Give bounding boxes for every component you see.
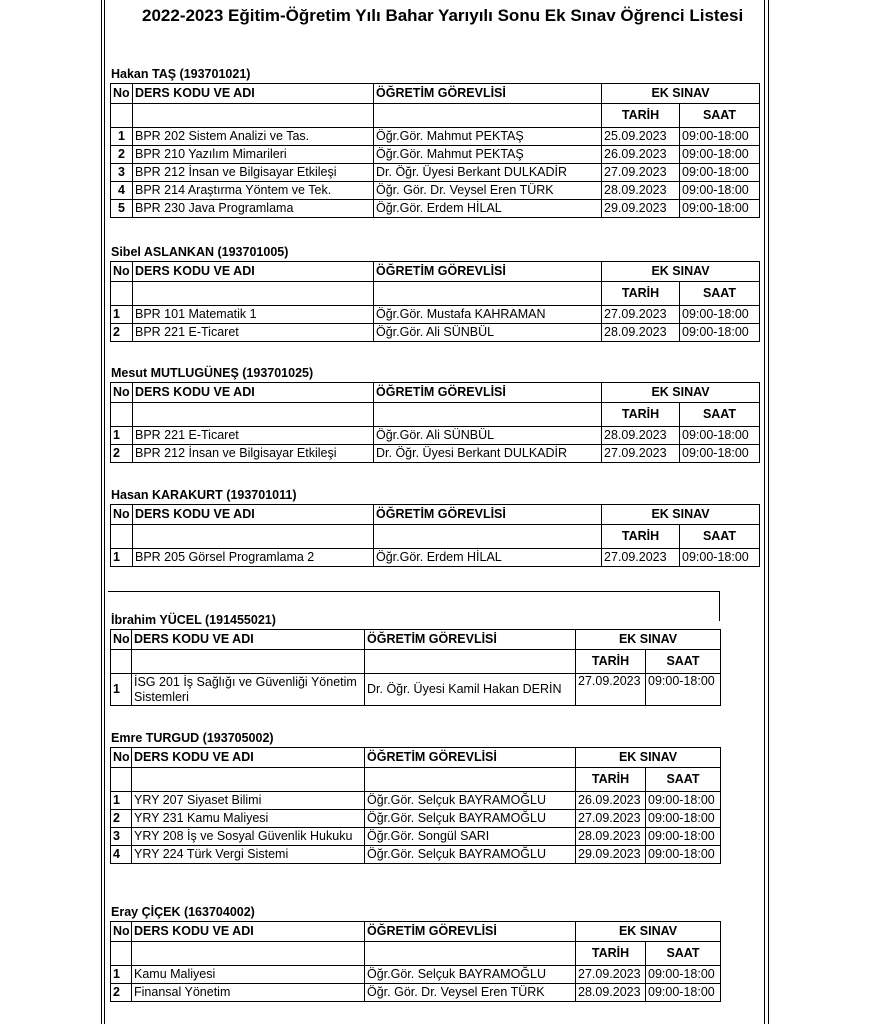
exam-date: 26.09.2023 [602,146,680,164]
header-exam: EK SINAV [576,630,721,650]
table-row [111,792,721,810]
instructor-name: Öğr.Gör. Mustafa KAHRAMAN [374,306,602,324]
exam-time: 09:00-18:00 [680,427,760,445]
header-no: No [111,383,133,403]
table-row [111,966,721,984]
exam-date: 27.09.2023 [576,966,646,984]
student-block [110,730,721,864]
empty-cell [374,403,602,427]
header-time: SAAT [680,104,760,128]
page-title: 2022-2023 Eğitim-Öğretim Yılı Bahar Yarıyılı Sonu Ek Sınav Öğrenci Listesi [142,6,744,25]
exam-date: 27.09.2023 [602,445,680,463]
exam-table [110,747,721,864]
exam-date: 27.09.2023 [576,810,646,828]
instructor-name: Öğr.Gör. Ali SÜNBÜL [374,324,602,342]
header-exam: EK SINAV [602,383,760,403]
exam-time: 09:00-18:00 [646,792,721,810]
course-name: YRY 224 Türk Vergi Sistemi [132,846,365,864]
table-row [111,200,760,218]
exam-table [110,382,760,463]
course-name: BPR 221 E-Ticaret [133,324,374,342]
table-row [111,549,760,567]
page-border-left-outer [101,0,102,1024]
header-exam: EK SINAV [576,922,721,942]
table-header-row [111,630,721,650]
header-course: DERS KODU VE ADI [132,630,365,650]
course-name: BPR 214 Araştırma Yöntem ve Tek. [133,182,374,200]
exam-date: 27.09.2023 [602,549,680,567]
table-header-row [111,262,760,282]
header-date: TARİH [576,942,646,966]
exam-date: 28.09.2023 [602,324,680,342]
header-date: TARİH [602,104,680,128]
row-no: 2 [111,984,132,1002]
instructor-name: Öğr.Gör. Selçuk BAYRAMOĞLU [365,966,576,984]
empty-cell [111,282,133,306]
exam-date: 28.09.2023 [602,182,680,200]
empty-cell [133,403,374,427]
exam-time: 09:00-18:00 [680,164,760,182]
table-row [111,445,760,463]
row-no: 5 [111,200,133,218]
table-row [111,828,721,846]
header-instructor: ÖĞRETİM GÖREVLİSİ [374,262,602,282]
course-name: İSG 201 İş Sağlığı ve Güvenliği Yönetim Sistemleri [132,674,365,706]
empty-cell [365,942,576,966]
row-no: 4 [111,182,133,200]
student-block [110,487,760,567]
instructor-name: Öğr.Gör. Ali SÜNBÜL [374,427,602,445]
table-row [111,146,760,164]
table-row [111,324,760,342]
student-block [110,66,760,218]
course-name: YRY 208 İş ve Sosyal Güvenlik Hukuku [132,828,365,846]
table-subheader-row [111,768,721,792]
exam-date: 27.09.2023 [602,306,680,324]
row-no: 1 [111,306,133,324]
student-name: Hasan KARAKURT (193701011) [111,488,297,502]
course-name: BPR 210 Yazılım Mimarileri [133,146,374,164]
student-name: Emre TURGUD (193705002) [111,731,274,745]
student-block [110,612,721,706]
instructor-name: Dr. Öğr. Üyesi Berkant DULKADİR [374,445,602,463]
table-subheader-row [111,525,760,549]
row-no: 1 [111,128,133,146]
row-no: 1 [111,792,132,810]
exam-time: 09:00-18:00 [680,549,760,567]
student-name: Hakan TAŞ (193701021) [111,67,251,81]
header-time: SAAT [680,282,760,306]
exam-date: 28.09.2023 [576,984,646,1002]
exam-time: 09:00-18:00 [680,200,760,218]
empty-cell [111,104,133,128]
instructor-name: Öğr.Gör. Erdem HİLAL [374,200,602,218]
exam-time: 09:00-18:00 [646,984,721,1002]
empty-cell [133,104,374,128]
table-row [111,306,760,324]
row-no: 2 [111,810,132,828]
instructor-name: Dr. Öğr. Üyesi Berkant DULKADİR [374,164,602,182]
header-exam: EK SINAV [602,262,760,282]
exam-time: 09:00-18:00 [680,182,760,200]
course-name: BPR 101 Matematik 1 [133,306,374,324]
course-name: YRY 207 Siyaset Bilimi [132,792,365,810]
header-no: No [111,505,133,525]
row-no: 4 [111,846,132,864]
row-no: 2 [111,324,133,342]
empty-cell [132,768,365,792]
instructor-name: Öğr.Gör. Songül SARI [365,828,576,846]
table-row [111,674,721,706]
course-name: BPR 205 Görsel Programlama 2 [133,549,374,567]
course-name: BPR 212 İnsan ve Bilgisayar Etkileşi [133,164,374,182]
table-header-row [111,383,760,403]
header-time: SAAT [680,525,760,549]
exam-date: 27.09.2023 [602,164,680,182]
table-header-row [111,748,721,768]
student-block [110,365,760,463]
table-header-row [111,505,760,525]
header-course: DERS KODU VE ADI [133,505,374,525]
exam-time: 09:00-18:00 [646,846,721,864]
empty-cell [374,104,602,128]
student-name: Mesut MUTLUGÜNEŞ (193701025) [111,366,314,380]
section-divider [108,591,720,592]
header-course: DERS KODU VE ADI [133,383,374,403]
empty-cell [111,768,132,792]
student-name: İbrahim YÜCEL (191455021) [111,613,276,627]
exam-time: 09:00-18:00 [646,674,721,706]
header-instructor: ÖĞRETİM GÖREVLİSİ [365,748,576,768]
exam-time: 09:00-18:00 [680,306,760,324]
exam-time: 09:00-18:00 [680,146,760,164]
page-border-right-inner [764,0,765,1024]
table-row [111,984,721,1002]
table-subheader-row [111,650,721,674]
row-no: 1 [111,427,133,445]
row-no: 3 [111,828,132,846]
exam-time: 09:00-18:00 [646,810,721,828]
exam-time: 09:00-18:00 [646,828,721,846]
exam-table [110,504,760,567]
exam-table [110,629,721,706]
row-no: 1 [111,549,133,567]
header-date: TARİH [576,650,646,674]
header-exam: EK SINAV [602,84,760,104]
course-name: BPR 230 Java Programlama [133,200,374,218]
exam-date: 26.09.2023 [576,792,646,810]
header-instructor: ÖĞRETİM GÖREVLİSİ [365,922,576,942]
row-no: 2 [111,445,133,463]
header-course: DERS KODU VE ADI [133,262,374,282]
exam-time: 09:00-18:00 [680,128,760,146]
exam-time: 09:00-18:00 [680,445,760,463]
course-name: Finansal Yönetim [132,984,365,1002]
table-row [111,182,760,200]
empty-cell [133,282,374,306]
header-date: TARİH [602,525,680,549]
table-row [111,846,721,864]
header-instructor: ÖĞRETİM GÖREVLİSİ [365,630,576,650]
table-subheader-row [111,104,760,128]
table-row [111,810,721,828]
header-no: No [111,748,132,768]
student-block [110,244,760,342]
table-subheader-row [111,403,760,427]
table-header-row [111,84,760,104]
empty-cell [111,650,132,674]
header-instructor: ÖĞRETİM GÖREVLİSİ [374,383,602,403]
header-course: DERS KODU VE ADI [132,748,365,768]
header-course: DERS KODU VE ADI [132,922,365,942]
course-name: BPR 212 İnsan ve Bilgisayar Etkileşi [133,445,374,463]
empty-cell [133,525,374,549]
instructor-name: Öğr. Gör. Dr. Veysel Eren TÜRK [365,984,576,1002]
instructor-name: Öğr.Gör. Erdem HİLAL [374,549,602,567]
header-no: No [111,630,132,650]
exam-table [110,83,760,218]
table-header-row [111,922,721,942]
row-no: 1 [111,966,132,984]
instructor-name: Öğr.Gör. Mahmut PEKTAŞ [374,146,602,164]
course-name: BPR 221 E-Ticaret [133,427,374,445]
exam-date: 25.09.2023 [602,128,680,146]
header-no: No [111,262,133,282]
course-name: BPR 202 Sistem Analizi ve Tas. [133,128,374,146]
header-date: TARİH [602,403,680,427]
empty-cell [111,403,133,427]
empty-cell [132,942,365,966]
row-no: 1 [111,674,132,706]
table-row [111,427,760,445]
row-no: 3 [111,164,133,182]
empty-cell [374,525,602,549]
header-exam: EK SINAV [602,505,760,525]
header-no: No [111,84,133,104]
table-subheader-row [111,942,721,966]
page-border-right-outer [768,0,769,1024]
header-no: No [111,922,132,942]
exam-date: 28.09.2023 [576,828,646,846]
instructor-name: Öğr.Gör. Selçuk BAYRAMOĞLU [365,792,576,810]
exam-table [110,921,721,1002]
table-subheader-row [111,282,760,306]
instructor-name: Öğr. Gör. Dr. Veysel Eren TÜRK [374,182,602,200]
empty-cell [111,942,132,966]
exam-date: 29.09.2023 [602,200,680,218]
instructor-name: Öğr.Gör. Mahmut PEKTAŞ [374,128,602,146]
header-instructor: ÖĞRETİM GÖREVLİSİ [374,84,602,104]
page-border-left-inner [104,0,105,1024]
header-instructor: ÖĞRETİM GÖREVLİSİ [374,505,602,525]
header-time: SAAT [646,942,721,966]
empty-cell [374,282,602,306]
header-exam: EK SINAV [576,748,721,768]
header-time: SAAT [680,403,760,427]
empty-cell [111,525,133,549]
student-block [110,904,721,1002]
exam-date: 29.09.2023 [576,846,646,864]
empty-cell [365,768,576,792]
instructor-name: Dr. Öğr. Üyesi Kamil Hakan DERİN [365,674,576,706]
table-row [111,164,760,182]
instructor-name: Öğr.Gör. Selçuk BAYRAMOĞLU [365,846,576,864]
header-time: SAAT [646,768,721,792]
exam-time: 09:00-18:00 [680,324,760,342]
header-time: SAAT [646,650,721,674]
exam-date: 28.09.2023 [602,427,680,445]
instructor-name: Öğr.Gör. Selçuk BAYRAMOĞLU [365,810,576,828]
exam-date: 27.09.2023 [576,674,646,706]
course-name: YRY 231 Kamu Maliyesi [132,810,365,828]
empty-cell [132,650,365,674]
header-date: TARİH [602,282,680,306]
header-date: TARİH [576,768,646,792]
student-name: Eray ÇİÇEK (163704002) [111,905,255,919]
table-row [111,128,760,146]
header-course: DERS KODU VE ADI [133,84,374,104]
course-name: Kamu Maliyesi [132,966,365,984]
exam-time: 09:00-18:00 [646,966,721,984]
student-name: Sibel ASLANKAN (193701005) [111,245,289,259]
empty-cell [365,650,576,674]
row-no: 2 [111,146,133,164]
exam-table [110,261,760,342]
